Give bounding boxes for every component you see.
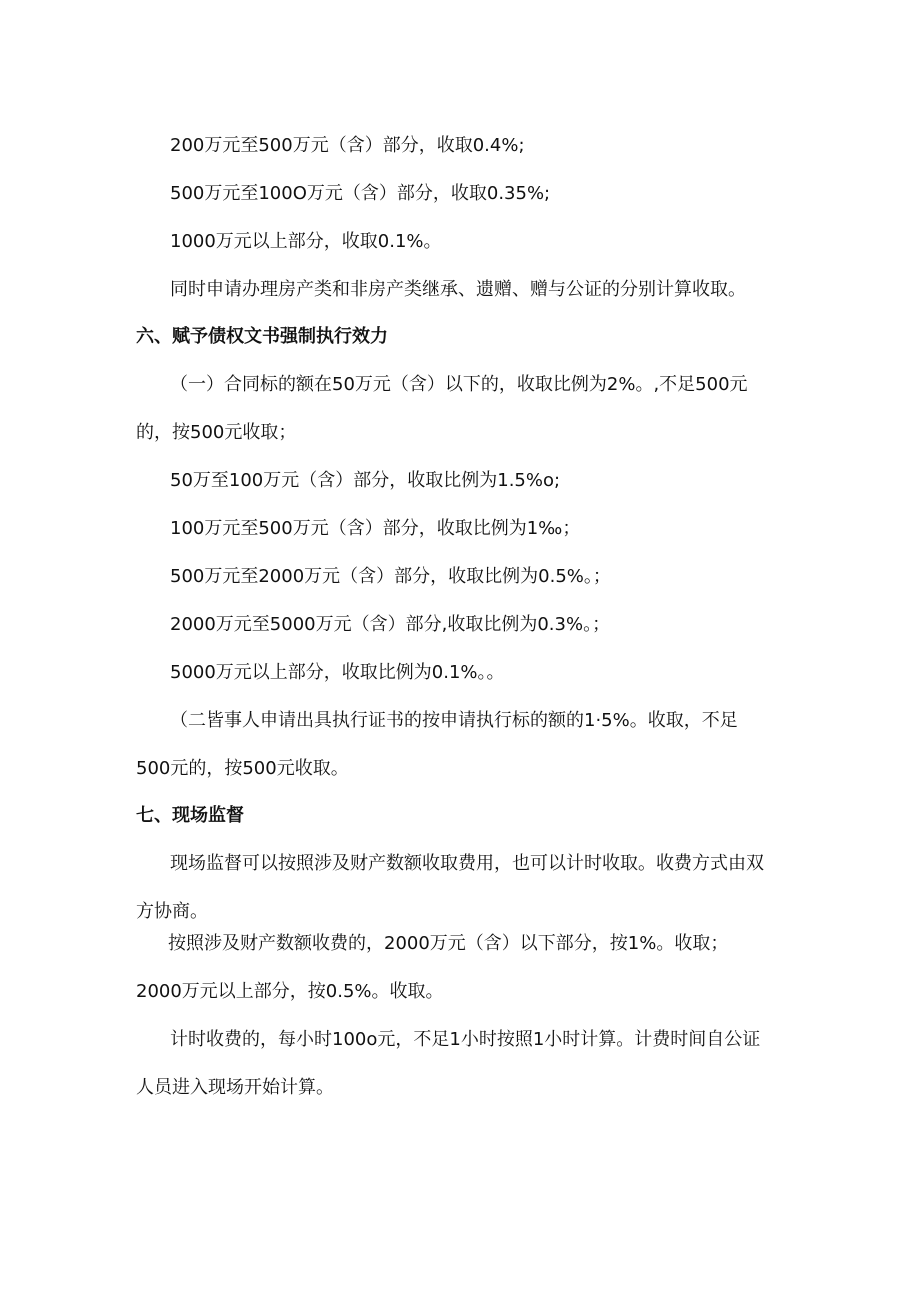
text-line: 2000万元至5000万元（含）部分,收取比例为0.3%。； bbox=[170, 614, 611, 635]
text-line: （二皆事人申请出具执行证书的按申请执行标的额的1·5%。收取，不足 bbox=[170, 710, 738, 731]
text-line: 2000万元以上部分，按0.5%。收取。 bbox=[136, 981, 444, 1002]
text-line: 500万元至2000万元（含）部分，收取比例为0.5%。； bbox=[170, 566, 611, 587]
text-line: 5000万元以上部分，收取比例为0.1%。。 bbox=[170, 662, 505, 683]
text-line: 500万元至100O万元（含）部分，收取0.35%; bbox=[170, 183, 551, 204]
text-line: 100万元至500万元（含）部分，收取比例为1‰； bbox=[170, 518, 581, 539]
text-line: 500元的，按500元收取。 bbox=[136, 758, 349, 779]
section-heading-7: 七、现场监督 bbox=[136, 805, 244, 826]
text-line: 方协商。 bbox=[136, 901, 208, 922]
text-line: （一）合同标的额在50万元（含）以下的，收取比例为2%。,不足500元 bbox=[170, 374, 748, 395]
text-line: 人员进入现场开始计算。 bbox=[136, 1077, 334, 1098]
text-line: 现场监督可以按照涉及财产数额收取费用，也可以计时收取。收费方式由双 bbox=[170, 853, 764, 874]
text-line: 计时收费的，每小时100o元，不足1小时按照1小时计算。计费时间自公证 bbox=[170, 1029, 761, 1050]
text-line: 的，按500元收取； bbox=[136, 422, 297, 443]
text-line: 200万元至500万元（含）部分，收取0.4%; bbox=[170, 135, 525, 156]
text-line: 按照涉及财产数额收费的，2000万元（含）以下部分，按1%。收取； bbox=[168, 933, 729, 954]
text-line: 同时申请办理房产类和非房产类继承、遗赠、赠与公证的分别计算收取。 bbox=[170, 279, 746, 300]
section-heading-6: 六、赋予债权文书强制执行效力 bbox=[136, 326, 388, 347]
text-line: 1000万元以上部分，收取0.1%。 bbox=[170, 231, 442, 252]
text-line: 50万至100万元（含）部分，收取比例为1.5%o; bbox=[170, 470, 561, 491]
